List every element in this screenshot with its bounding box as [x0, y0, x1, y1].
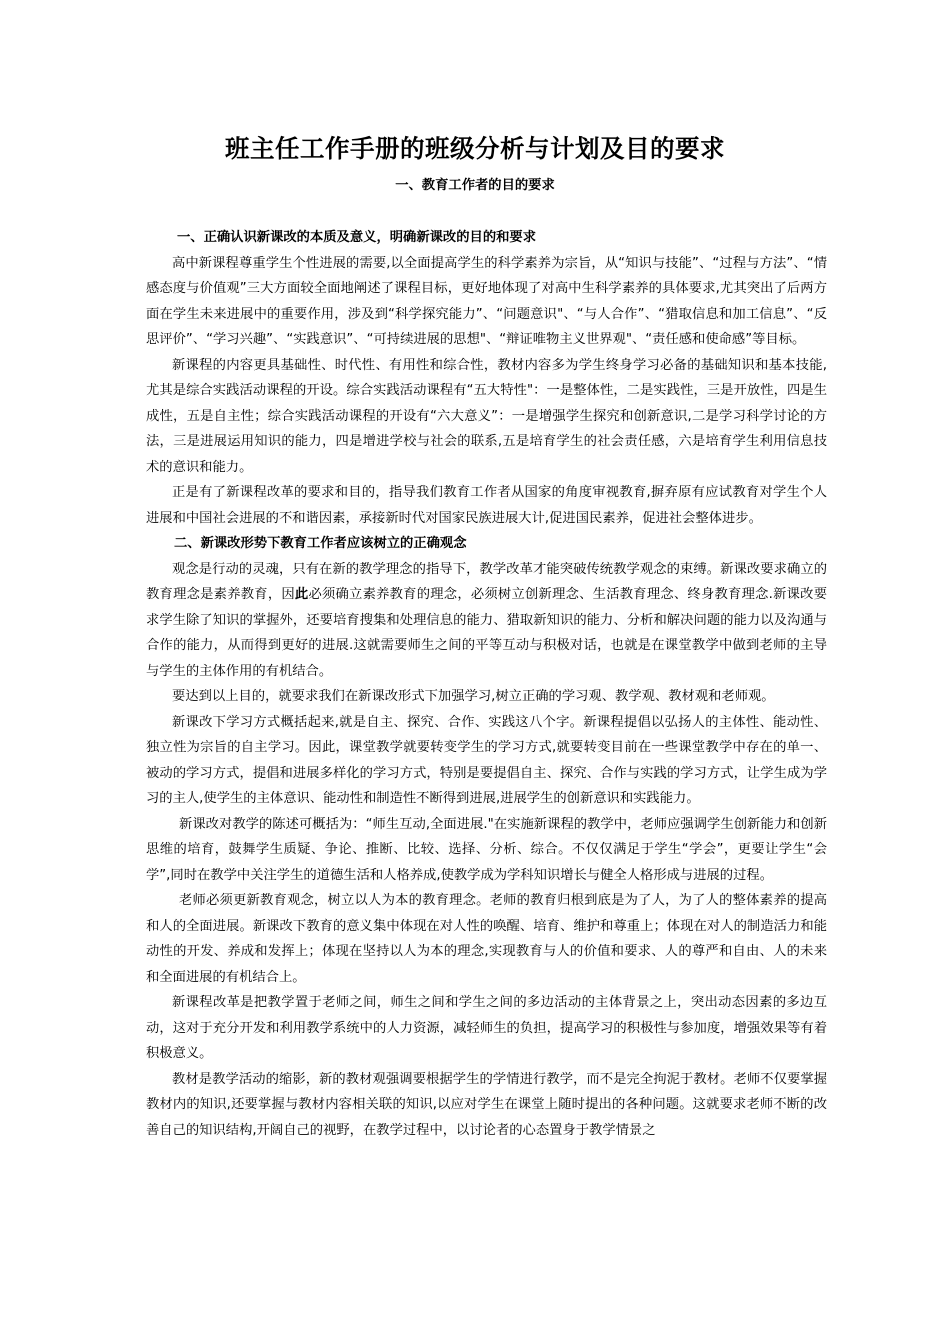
paragraph: 新课程改革是把教学置于老师之间，师生之间和学生之间的多边活动的主体背景之上，突出动态因素的多边互动，这对于充分开发和利用教学系统中的人力资源，减轻师生的负担，提高学习的积极性与参加度，增强效果等有着积极意义。 — [146, 995, 827, 1061]
paragraph-bold-text: 此 — [294, 587, 309, 602]
document-body — [146, 224, 827, 1143]
paragraph: 要达到以上目的，就要求我们在新课改形式下加强学习,树立正确的学习观、教学观、教材观和老师观。 — [172, 689, 775, 704]
paragraph-text: 观念是行动的灵魂，只有在新的教学理念的指导下，教学改革才能突破传统教学观念的束缚。新课改要求确立的教育理念是素养教育，因 — [146, 561, 827, 602]
paragraph: 新课改下学习方式概括起来,就是自主、探究、合作、实践这八个字。新课程提倡以弘扬人的主体性、能动性、独立性为宗旨的自主学习。因此，课堂教学就要转变学生的学习方式,就要转变目前在一些课堂教学中存在的单一、被动的学习方式，提倡和进展多样化的学习方式，特别是要提倡自主、探究、合作与实践的学习方式，让学生成为学习的主人,使学生的主体意识、能动性和制造性不断得到进展,进展学生的创新意识和实践能力。 — [146, 714, 827, 806]
paragraph: 老师必须更新教育观念，树立以人为本的教育理念。老师的教育归根到底是为了人，为了人的整体素养的提高和人的全面进展。新课改下教育的意义集中体现在对人性的唤醒、培育、维护和尊重上；体现在对人的制造活力和能动性的开发、养成和发挥上；体现在坚持以人为本的理念,实现教育与人的价值和要求、人的尊严和自由、人的未来和全面进展的有机结合上。 — [146, 893, 827, 985]
paragraph: 高中新课程尊重学生个性进展的需要,以全面提高学生的科学素养为宗旨，从“知识与技能”、“过程与方法”、“情感态度与价值观”三大方面较全面地阐述了课程目标，更好地体现了对高中生科学素养的具体要求,尤其突出了后两方面在学生未来进展中的重要作用，涉及到“科学探究能力”、“问题意识"、“与人合作”、“猎取信息和加工信息”、“反思评价”、“学习兴趣”、“实践意识”、“可持续进展的思想"、“辩证唯物主义世界观"、“责任感和使命感”等目标。 — [146, 255, 827, 347]
document-title: 班主任工作手册的班级分析与计划及目的要求 — [225, 134, 725, 163]
paragraph: 正是有了新课程改革的要求和目的，指导我们教育工作者从国家的角度审视教育,摒弃原有应试教育对学生个人进展和中国社会进展的不和谐因素，承接新时代对国家民族进展大计,促进国民素养，促进社会整体进步。 — [146, 485, 827, 526]
document-subtitle: 一、教育工作者的目的要求 — [395, 178, 555, 193]
paragraph: 教材是教学活动的缩影，新的教材观强调要根据学生的学情进行教学，而不是完全拘泥于教材。老师不仅要掌握教材内的知识,还要掌握与教材内容相关联的知识,以应对学生在课堂上随时提出的各种问题。这就要求老师不断的改善自己的知识结构,开阔自己的视野，在教学过程中，以讨论者的心态置身于教学情景之 — [146, 1071, 827, 1138]
paragraph: 新课程的内容更具基础性、时代性、有用性和综合性，教材内容多为学生终身学习必备的基础知识和基本技能,尤其是综合实践活动课程的开设。综合实践活动课程有“五大特性"：一是整体性，二是实践性，三是开放性，四是生成性，五是自主性；综合实践活动课程的开设有“六大意义”：一是增强学生探究和创新意识,二是学习科学讨论的方法，三是进展运用知识的能力，四是增进学校与社会的联系,五是培育学生的社会责任感，六是培育学生利用信息技术的意识和能力。 — [146, 357, 827, 475]
paragraph — [146, 557, 827, 685]
section-heading: 一、正确认识新课改的本质及意义，明确新课改的目的和要求 — [177, 230, 537, 245]
paragraph: 新课改对教学的陈述可概括为：“师生互动,全面进展."在实施新课程的教学中，老师应强调学生创新能力和创新思维的培育，鼓舞学生质疑、争论、推断、比较、选择、分析、综合。不仅仅满足于学生“学会”，更要让学生“会学”,同时在教学中关注学生的道德生活和人格养成,使教学成为学科知识增长与健全人格形成与进展的过程。 — [146, 816, 827, 883]
section-heading: 二、新课改形势下教育工作者应该树立的正确观念 — [174, 536, 467, 551]
paragraph-text: 必须确立素养教育的理念，必须树立创新理念、生活教育理念、终身教育理念.新课改要求学生除了知识的掌握外，还要培育搜集和处理信息的能力、猎取新知识的能力、分析和解决问题的能力以及沟通与合作的能力，从而得到更好的进展.这就需要师生之间的平等互动与积极对话，也就是在课堂教学中做到老师的主导与学生的主体作用的有机结合。 — [146, 587, 828, 679]
